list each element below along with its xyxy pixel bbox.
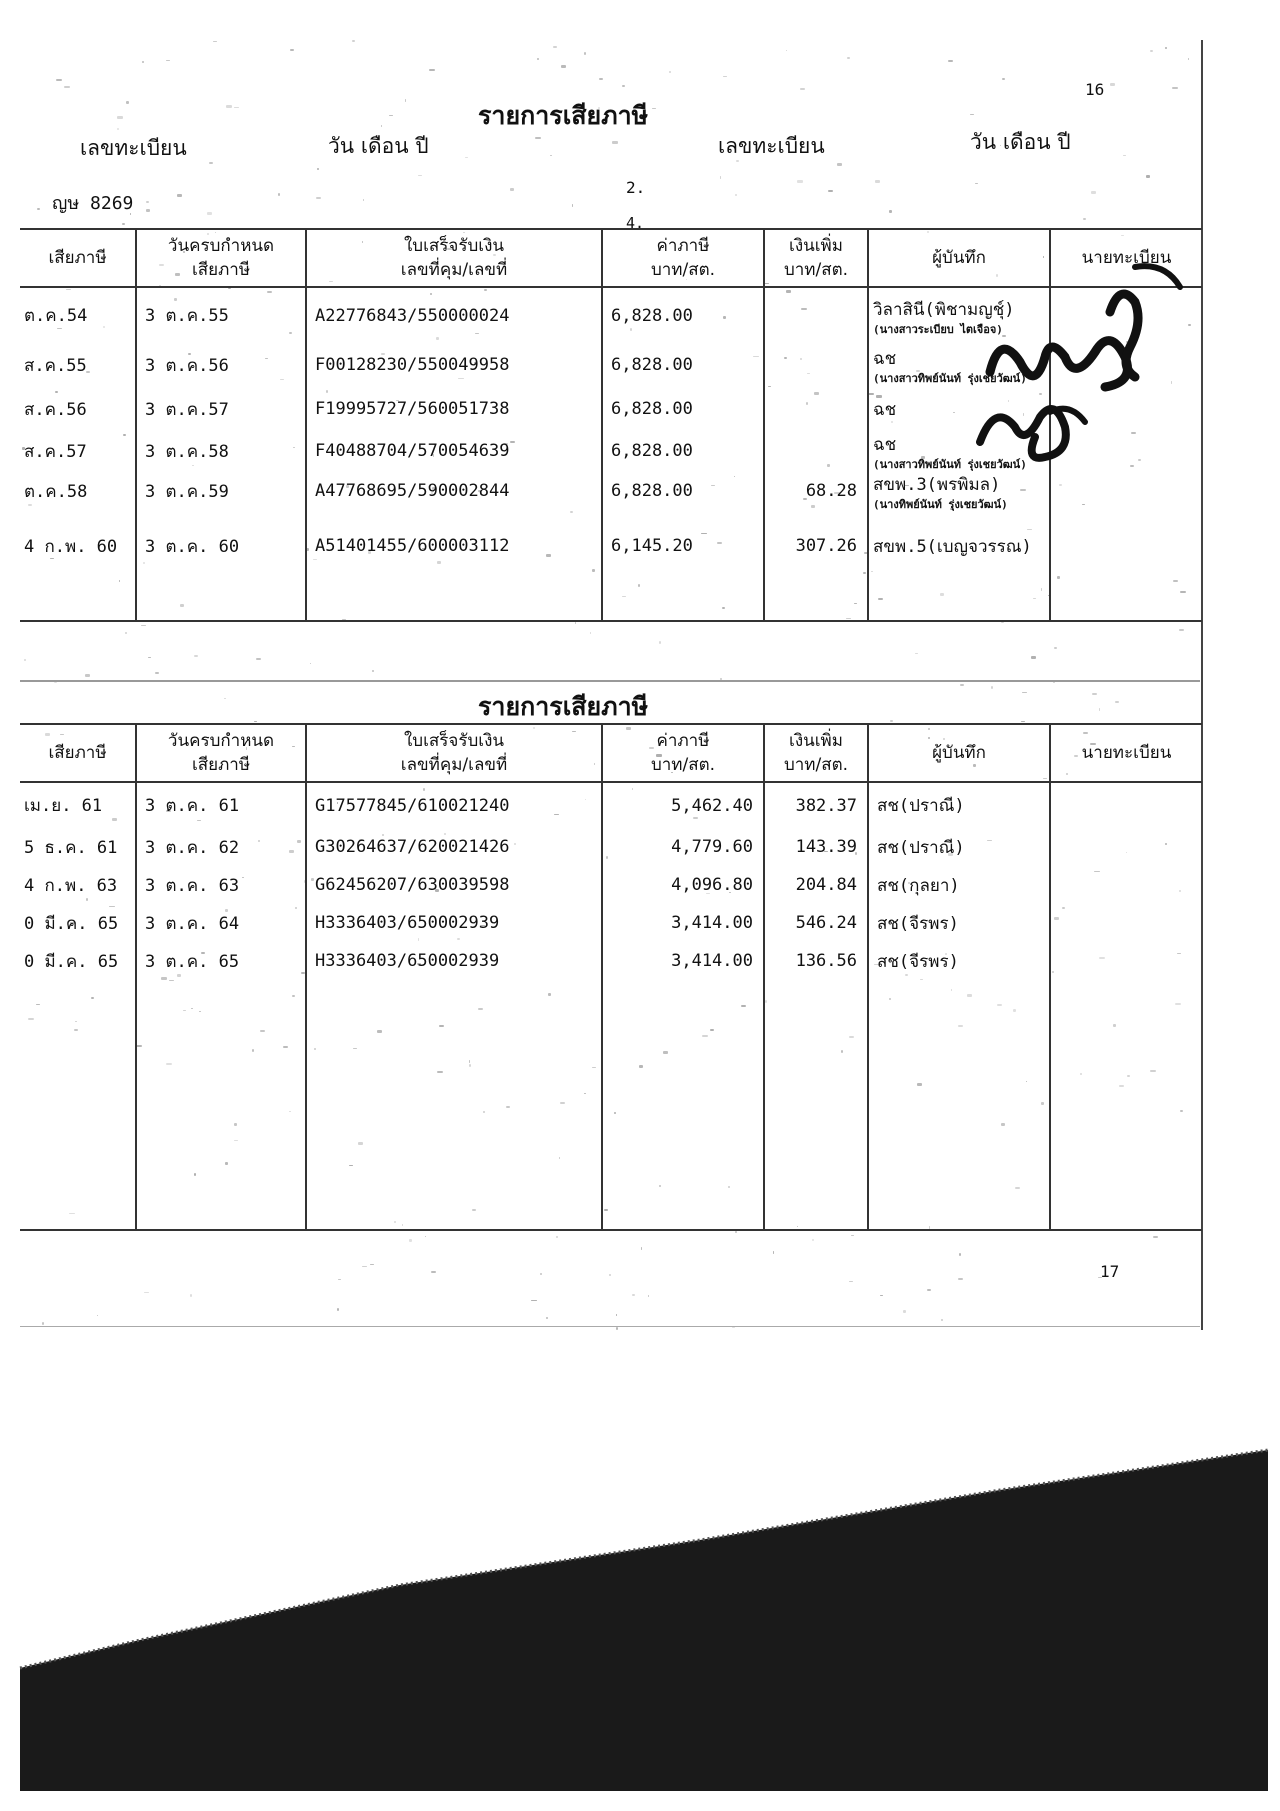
cell-tax-amount: 6,828.00 <box>602 287 764 343</box>
cell-due-date: 3 ต.ค. 61 <box>136 782 306 828</box>
header-line: ผู้บันทึก <box>932 248 986 268</box>
cell-tax-amount: 4,779.60 <box>602 828 764 866</box>
header-line: ผู้บันทึก <box>932 743 986 763</box>
cell-due-date: 3 ต.ค.55 <box>136 287 306 343</box>
plate-number: ญษ 8269 <box>52 193 134 214</box>
page-number-bottom: 17 <box>1100 1262 1120 1281</box>
cell-surcharge: 68.28 <box>764 471 868 511</box>
cell-paid-date: ต.ค.58 <box>20 471 136 511</box>
page-number-top: 16 <box>1085 80 1105 99</box>
header-line: ใบเสร็จรับเงิน <box>403 731 505 751</box>
section1-title: รายการเสียภาษี <box>478 101 649 130</box>
cell-recorder: สช(ปราณี) <box>868 828 1050 866</box>
cell-recorder: สช(จีรพร) <box>868 904 1050 942</box>
cell-paid-date: ส.ค.56 <box>20 387 136 431</box>
header-line: บาท/สต. <box>783 755 849 775</box>
cell-tax-amount: 5,462.40 <box>602 782 764 828</box>
cell-paid-date: 0 มี.ค. 65 <box>20 942 136 980</box>
section2-title: รายการเสียภาษี <box>478 692 649 721</box>
cell-due-date: 3 ต.ค.56 <box>136 343 306 387</box>
cell-receipt-number: A51401455/600003112 <box>306 511 602 581</box>
cell-due-date: 3 ต.ค. 64 <box>136 904 306 942</box>
cell-receipt-number: A22776843/550000024 <box>306 287 602 343</box>
cell-paid-date: 5 ธ.ค. 61 <box>20 828 136 866</box>
recorder-full-name: (นางสาวทิพย์นันท์ รุ่งเชยวัฒน์) <box>873 458 1027 471</box>
cell-surcharge: 204.84 <box>764 866 868 904</box>
cell-due-date: 3 ต.ค. 65 <box>136 942 306 980</box>
header-line: เลขที่คุม/เลขที่ <box>400 260 508 280</box>
cell-receipt-number: G62456207/630039598 <box>306 866 602 904</box>
cell-due-date: 3 ต.ค. 63 <box>136 866 306 904</box>
cell-tax-amount: 6,828.00 <box>602 387 764 431</box>
cell-tax-amount: 6,828.00 <box>602 431 764 471</box>
header-line: เสียภาษี <box>191 260 251 280</box>
cell-receipt-number: A47768695/590002844 <box>306 471 602 511</box>
header-line: เสียภาษี <box>48 743 107 763</box>
cell-due-date: 3 ต.ค.59 <box>136 471 306 511</box>
header-line: ค่าภาษี <box>656 236 710 256</box>
cell-paid-date: ต.ค.54 <box>20 287 136 343</box>
cell-paid-date: ส.ค.57 <box>20 431 136 471</box>
cell-paid-date: 4 ก.พ. 63 <box>20 866 136 904</box>
header-line: บาท/สต. <box>650 260 716 280</box>
cell-receipt-number: F00128230/550049958 <box>306 343 602 387</box>
cell-paid-date: 4 ก.พ. 60 <box>20 511 136 581</box>
recorder-full-name: (นางสาวระเบียบ ไตเจือจ) <box>873 322 1003 336</box>
recorder-name: ฉช <box>873 349 897 369</box>
cell-surcharge: 136.56 <box>764 942 868 980</box>
cell-recorder: สช(กุลยา) <box>868 866 1050 904</box>
header-line: ใบเสร็จรับเงิน <box>403 236 505 256</box>
header-line: เงินเพิ่ม <box>789 731 843 751</box>
cell-tax-amount: 6,828.00 <box>602 343 764 387</box>
cell-tax-amount: 3,414.00 <box>602 904 764 942</box>
cell-surcharge: 546.24 <box>764 904 868 942</box>
cell-tax-amount: 6,828.00 <box>602 471 764 511</box>
header-line: นายทะเบียน <box>1081 248 1172 268</box>
registration-label-right: เลขทะเบียน <box>718 134 825 158</box>
cell-paid-date: เม.ย. 61 <box>20 782 136 828</box>
registration-label-left: เลขทะเบียน <box>80 136 187 160</box>
cell-recorder: สช(จีรพร) <box>868 942 1050 980</box>
cell-tax-amount: 6,145.20 <box>602 511 764 581</box>
recorder-full-name: (นางทิพย์นันท์ รุ่งเชยวัฒน์) <box>873 498 1008 511</box>
header-line: บาท/สต. <box>783 260 849 280</box>
cell-tax-amount: 3,414.00 <box>602 942 764 980</box>
date-label-left: วัน เดือน ปี <box>328 134 429 158</box>
header-line: วันครบกำหนด <box>167 236 275 256</box>
header-line: เสียภาษี <box>48 248 107 268</box>
header-line: บาท/สต. <box>650 755 716 775</box>
cell-due-date: 3 ต.ค.57 <box>136 387 306 431</box>
cell-receipt-number: F40488704/570054639 <box>306 431 602 471</box>
cell-due-date: 3 ต.ค. 62 <box>136 828 306 866</box>
cell-surcharge: 382.37 <box>764 782 868 828</box>
cell-paid-date: ส.ค.55 <box>20 343 136 387</box>
date-label-right: วัน เดือน ปี <box>970 130 1071 154</box>
recorder-name: ฉช <box>873 399 897 420</box>
cell-receipt-number: G30264637/620021426 <box>306 828 602 866</box>
cell-receipt-number: G17577845/610021240 <box>306 782 602 828</box>
header-line: เงินเพิ่ม <box>789 236 843 256</box>
cell-receipt-number: F19995727/560051738 <box>306 387 602 431</box>
cell-tax-amount: 4,096.80 <box>602 866 764 904</box>
header-line: เสียภาษี <box>191 755 251 775</box>
recorder-name: สขพ.3(พรพิมล) <box>873 475 1001 495</box>
marker-2: 2. <box>626 178 646 197</box>
cell-receipt-number: H3336403/650002939 <box>306 904 602 942</box>
recorder-full-name: (นางสาวทิพย์นันท์ รุ่งเชยวัฒน์) <box>873 372 1027 385</box>
cell-receipt-number: H3336403/650002939 <box>306 942 602 980</box>
cell-due-date: 3 ต.ค. 60 <box>136 511 306 581</box>
header-line: วันครบกำหนด <box>167 731 275 751</box>
recorder-name: สขพ.5(เบญจวรรณ) <box>873 536 1032 557</box>
header-line: นายทะเบียน <box>1081 743 1172 763</box>
cell-due-date: 3 ต.ค.58 <box>136 431 306 471</box>
cell-recorder: สช(ปราณี) <box>868 782 1050 828</box>
recorder-name: วิลาสินี(พิชามญชุ์) <box>873 299 1015 320</box>
marker-4: 4. <box>626 214 645 232</box>
recorder-name: ฉช <box>873 435 897 455</box>
cell-paid-date: 0 มี.ค. 65 <box>20 904 136 942</box>
cell-surcharge: 307.26 <box>764 511 868 581</box>
header-line: ค่าภาษี <box>656 731 710 751</box>
cell-surcharge: 143.39 <box>764 828 868 866</box>
header-line: เลขที่คุม/เลขที่ <box>400 755 508 775</box>
